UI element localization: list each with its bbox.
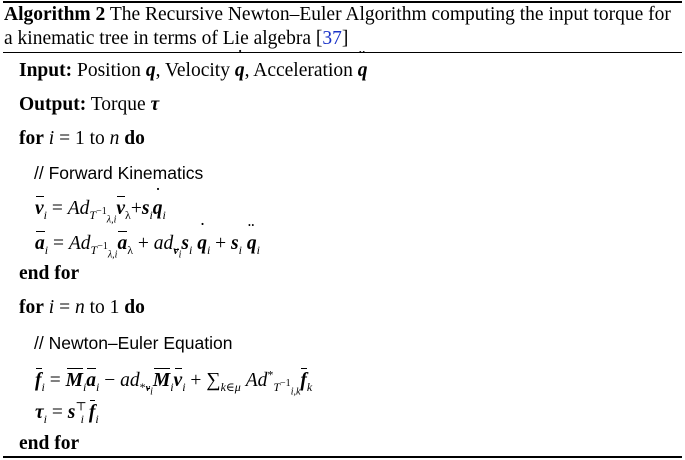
output-line	[19, 93, 159, 117]
for-range-2a: =	[59, 297, 71, 318]
n-symbol-2: n	[74, 297, 85, 318]
for-range-1: = 1 to	[59, 128, 105, 149]
comment-newton-euler: // Newton–Euler Equation	[34, 333, 233, 353]
output-text: Torque	[90, 94, 146, 115]
caption-rule	[3, 52, 682, 53]
citation-link[interactable]: 37	[322, 28, 342, 49]
for-loop-1	[19, 127, 145, 151]
qdot-symbol: q ˙	[235, 59, 245, 83]
algorithm-title: The Recursive Newton–Euler Algorithm computing the input torque for a kinematic tree in terms of Lie algebra [	[4, 4, 671, 49]
n-symbol-1: n	[109, 128, 120, 149]
index-i-2: i	[48, 297, 55, 318]
index-i-1: i	[48, 128, 55, 149]
input-sep1: , Velocity	[155, 60, 230, 81]
for-range-2b: to 1	[89, 297, 120, 318]
tau-symbol: τ	[150, 94, 160, 115]
algorithm-title-end: ]	[341, 28, 349, 49]
velocity-equation: $v_i = Ad_{T^{-1}_{\lambda,i}}v_\lambda+s_iq$ $˙_i$	[35, 197, 166, 221]
q-symbol: q	[145, 60, 156, 81]
torque-equation: $\tau_i = s^⊤_i$ $f_i$	[35, 399, 99, 426]
algorithm-caption	[4, 3, 680, 51]
algorithm-label: Algorithm 2	[4, 4, 106, 25]
end-for-2: end for	[19, 433, 80, 454]
algorithm-block	[3, 0, 682, 460]
input-keyword: Input:	[19, 60, 73, 81]
do-keyword-1: do	[124, 128, 145, 149]
end-for-1: end for	[19, 263, 80, 284]
for-keyword-2: for	[19, 297, 44, 318]
force-equation: $f_i = M_ia_i - ad_{*v_i}M_iv_i + \sum_{k\in\mu}$ $Ad^*_{T^{-1}_{i,k}}f_k$	[35, 367, 313, 398]
acceleration-equation: $a_i = Ad_{T^{-1}_{\lambda,i}}a_\lambda + ad_{v_i}s_i$ q $˙_i + s_i$ q $¨_i$	[35, 232, 260, 256]
bottom-rule	[3, 456, 682, 458]
input-line	[19, 59, 367, 83]
do-keyword-2: do	[124, 297, 145, 318]
input-sep2: , Acceleration	[244, 60, 353, 81]
qddot-symbol: q ¨	[358, 59, 368, 83]
output-keyword: Output:	[19, 94, 87, 115]
for-keyword-1: for	[19, 128, 44, 149]
for-loop-2	[19, 296, 145, 320]
input-text: Position	[77, 60, 141, 81]
comment-forward-kinematics: // Forward Kinematics	[34, 163, 204, 183]
